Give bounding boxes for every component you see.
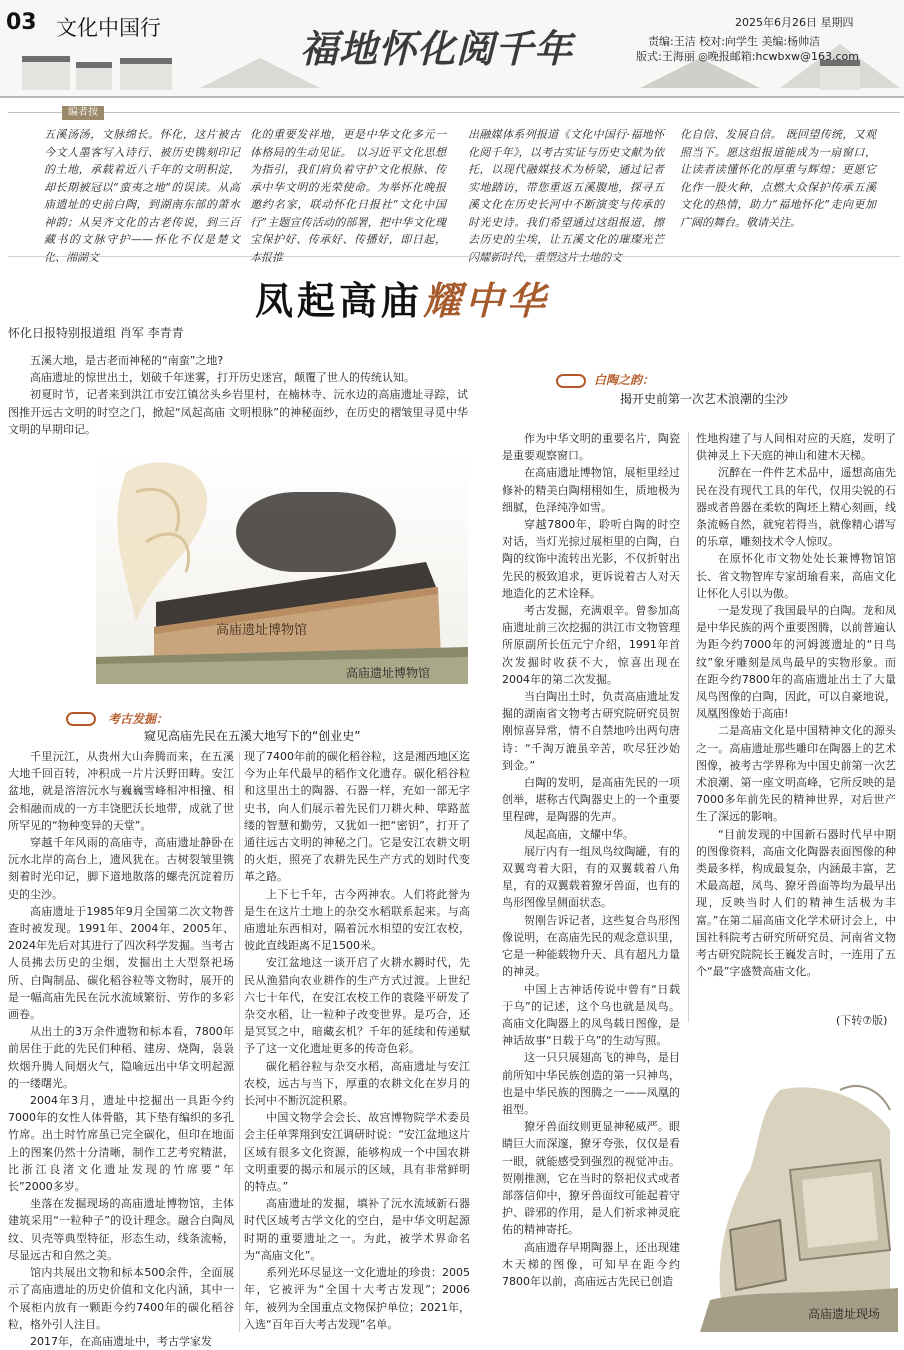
section1-tag: 考古发掘： xyxy=(108,712,169,726)
paragraph: 现了7400年前的碳化稻谷粒，这是湘西地区迄今为止年代最早的稻作文化遗存。碳化稻谷粒和这里出土的陶器、石器一样，充如一部无字史书，向人们展示着先民们刀耕火种、筚路蓝缕的智慧和勤劳，又犹如一把“密钥”，打开了通往远古文明的神秘之门。它是安江农耕文明的火炬，照亮了农耕先民生产方式的划时代变革之路。 xyxy=(244,750,470,884)
paragraph: 坐落在发掘现场的高庙遗址博物馆，主体建筑采用“一粒种子”的设计理念。融合白陶凤纹、贝壳等典型特征，形态生动，线条流畅，尽显远古和自然之美。 xyxy=(8,1197,234,1262)
paragraph: 高庙遗址于1985年9月全国第二次文物普查时被发现。1991年、2004年、2005年、2024年先后对其进行了四次科学发掘。当考古人员拂去历史的尘烟，发掘出土大型祭祀场所、白陶制品、碳化稻谷粒等文物时，展开的是一幅高庙先民在沅水流域繁衍、劳作的多彩画卷。 xyxy=(8,904,234,1022)
article-column xyxy=(8,748,234,1350)
museum-illustration xyxy=(96,452,468,684)
paragraph: “目前发现的中国新石器时代早中期的图像资料，高庙文化陶器表面图像的种类最多样，构成最复杂，内涵最丰富，艺术最高超，凤鸟、獠牙兽面等均为最早出现，反映当时人们的精神生活极为丰富。”在第二届高庙文化学术研讨会上，中国社科院考古研究所研究员、河南省文物考古研究院院长王巍发言时，一连用了五个“最”字盛赞高庙文化。 xyxy=(696,827,896,979)
paragraph: 在原怀化市文物处处长兼博物馆馆长、省文物智库专家胡瑜看来，高庙文化让怀化人引以为傲。 xyxy=(696,552,896,600)
note-divider xyxy=(8,112,900,113)
paragraph: 作为中华文明的重要名片，陶瓷是重要观察窗口。 xyxy=(502,432,680,463)
paragraph: 沉醉在一件件艺术品中，遥想高庙先民在没有现代工具的年代，仅用尖锐的石器或者兽器在柔软的陶坯上精心刻画，线条流畅自然，就宛若得当，就像精心谱写的乐章，雕刻技术令人惊叹。 xyxy=(696,466,896,549)
paragraph: 中国文物学会会长、故宫博物院学术委员会主任单霁翔到安江调研时说：“安江盆地这片区域有很多文化资源，能够构成一个中国农耕文明重要的揭示和展示的区域，具有非常鲜明的特点。” xyxy=(244,1111,470,1194)
photo-caption: 高庙遗址现场 xyxy=(808,1307,881,1321)
headline-accent: 耀中华 xyxy=(423,278,550,323)
paragraph: 2017年，在高庙遗址中，考古学家发 xyxy=(30,1334,212,1348)
cloud-ornament-icon xyxy=(66,712,96,726)
paragraph: 二是高庙文化是中国精神文化的源头之一。高庙遗址那些雕印在陶器上的艺术图像，被考古学界称为中国史前第一次艺术浪潮、第一座文明高峰，它所反映的是7000多年前先民的精神世界，对后世产生了深远的影响。 xyxy=(696,724,896,824)
note-divider xyxy=(8,256,900,257)
paragraph: 2004年3月，遗址中挖掘出一具距今约7000年的女性人体骨骼，其下垫有编织的多孔竹席。出土时竹席虽已完全碳化，但印在地面上的图案仍然十分清晰，制作工艺考究精湛，比浙江良渚文化遗址发现的竹席要“年长”2000多岁。 xyxy=(8,1094,234,1194)
editor-note-tag: 编者按 xyxy=(62,106,104,120)
paragraph: 上下七千年，古今两神农。人们将此誉为是生在这片土地上的杂交水稻联系起来。与高庙遗址东西相对，隔着沅水相望的安江农校，彼此直线距离不足1500米。 xyxy=(244,887,470,953)
paragraph: 贺刚告诉记者，这些复合鸟形图像说明，在高庙先民的观念意识里，它是一种能载物升天、具有超凡力量的神灵。 xyxy=(502,913,680,979)
column-title: 福地怀化阅千年 xyxy=(300,26,574,71)
editor-credits: 责编:王洁 校对:向学生 美编:杨帅洁 xyxy=(648,35,821,48)
paragraph: 穿越千年风雨的高庙寺，高庙遗址静卧在沅水北岸的高台上，遗风犹在。古树裂皱里镌刻着时光印记，脚下道地散落的螺壳沉淀着历史的尘沙。 xyxy=(8,836,234,901)
section2-tag: 白陶之韵： xyxy=(594,373,655,387)
excavation-photo xyxy=(690,1050,898,1332)
paragraph: 安江盆地这一谈开启了火耕水耨时代，先民从渔猎向农业耕作的生产方式过渡。上世纪六七十年代，在安江农校工作的袁隆平研发了杂交水稻，让一粒种子改变世界。是巧合，还是冥冥之中，暗藏玄机？千年的延续和传递赋予了这一文化遗址更多的传奇色彩。 xyxy=(244,956,470,1056)
paragraph: 千里沅江，从贵州大山奔腾而来，在五溪大地千回百转，冲积成一片片沃野田畴。安江盆地，就是溶溶沅水与巍巍雪峰相冲相撞、相会相融而成的一方丰饶肥沃长地带，成就了世所罕见的“物种变异的天堂”。 xyxy=(8,750,234,832)
section2-subtitle: 揭开史前第一次艺术浪潮的尘沙 xyxy=(620,392,789,406)
headline-main: 凤起高庙 xyxy=(255,279,424,323)
paragraph: 馆内共展出文物和标本500余件，全面展示了高庙遗址的历史价值和文化内涵，其中一个展柜内放有一颗距今约7400年的碳化稻谷粒，格外引人注目。 xyxy=(8,1266,234,1331)
paragraph: 高庙遗址的发掘，填补了沅水流域新石器时代区域考古学文化的空白，是中华文明起源时期的重要遗址之一。为此，被学术界命名为“高庙文化”。 xyxy=(244,1197,470,1262)
article-column xyxy=(502,430,680,1290)
house-illustration xyxy=(22,56,70,90)
paragraph: 碳化稻谷粒与杂交水稻，高庙遗址与安江农校，远古与当下，厚重的农耕文化在岁月的长河中不断沉淀积累。 xyxy=(244,1059,470,1108)
cloud-ornament-icon xyxy=(556,374,586,388)
layout-credits: 版式:王海丽 ◎晚报邮箱:hcwbxw@163.com xyxy=(636,50,859,63)
headline xyxy=(255,270,549,325)
editor-note-column: 出融媒体系列报道《文化中国行·福地怀化阅千年》，以考古实证与历史文献为依托，以现代融媒技术为桥梁，通过记者实地踏访，带您重返五溪腹地，探寻五溪文化在历史长河中不断演变与传承的时光史诗。我们希望通过这组报道，擦去历史的尘埃，让五溪文化的璀璨光芒闪耀新时代，重塑这片土地的文 xyxy=(468,128,664,264)
paragraph: 中国上古神话传说中曾有“日载于乌”的记述，这个乌也就是凤鸟。高庙文化陶器上的凤鸟载日图像，是神话故事“日载于乌”的生动写照。 xyxy=(502,982,680,1048)
lead-paragraph: 五溪大地，是古老而神秘的“南蛮”之地? xyxy=(30,354,224,367)
paragraph: 这一只只展翅高飞的神鸟，是目前所知中华民族创造的第一只神鸟，也是中华民族的图腾之一——凤凰的祖型。 xyxy=(502,1051,680,1116)
house-illustration xyxy=(76,62,112,90)
article-lead xyxy=(8,352,468,438)
paragraph: 从出土的3万余件遗物和标本看，7800年前居住于此的先民们种稻、建房、烧陶，袅袅炊烟升腾人间烟火气，隐喻远出中华文明起源的一缕曙光。 xyxy=(8,1025,234,1090)
lead-paragraph: 高庙遗址的惊世出土，划破千年迷雾，打开历史迷宫，颠覆了世人的传统认知。 xyxy=(30,371,415,385)
paragraph: 獠牙兽面纹则更显神秘威严。眼睛巨大而深邃，獠牙夸张，仅仅是看一眼，就能感受到强烈的视觉冲击。贺刚推测，它在当时的祭祀仪式或者部落信仰中，獠牙兽面纹可能起着守护、辟邪的作用，是人们祈求神灵庇佑的精神寄托。 xyxy=(502,1120,680,1237)
editor-note-column: 化的重要发祥地，更是中华文化多元一体格局的生动见证。 以习近平文化思想为指引，我们肩负着守护文化根脉、传承中华文明的光荣使命。为举怀化晚报邀约名家，联动怀化日报社“文化中国行”主题宣传活动的部署，把中华文化瑰宝保护好、传承好、传播好，即日起，本报推 xyxy=(250,128,446,264)
paragraph: 考古发掘，充满艰辛。曾参加高庙遗址前三次挖掘的洪江市文物管理所原副所长伍元宁介绍，1991年首次发掘时收获不大，惊喜出现在2004年的第二次发掘。 xyxy=(502,604,680,686)
byline: 怀化日报特别报道组 肖军 李青青 xyxy=(8,326,184,340)
museum-photo xyxy=(96,452,468,684)
paragraph: 凤起高庙，文耀中华。 xyxy=(524,827,634,841)
paragraph: 在高庙遗址博物馆，展柜里经过修补的精美白陶栩栩如生，质地极为细腻，色泽纯净如雪。 xyxy=(502,466,680,514)
paragraph: 当白陶出土时，负责高庙遗址发掘的湖南省文物考古研究院研究员贺刚惊喜异常，情不自禁地吟出两句唐诗：“千淘万漉虽辛苦，吹尽狂沙始到金。” xyxy=(502,690,680,772)
paragraph: 一是发现了我国最早的白陶。龙和凤是中华民族的两个重要图腾，以前普遍认为距今约7000年的河姆渡遗址的“日鸟纹”象牙雕刻是凤鸟最早的实物形象。而在距今约7800年的高庙遗址出土了大量凤鸟图像的白陶，因此，可以自豪地说，凤凰图像始于高庙! xyxy=(696,604,896,721)
paragraph: 性地构建了与人间相对应的天庭，发明了供神灵上下天庭的神山和建木天梯。 xyxy=(696,432,896,463)
museum-sign: 高庙遗址博物馆 xyxy=(216,623,308,638)
page-number: 03 xyxy=(6,10,37,35)
paragraph: 高庙遗存早期陶器上，还出现建木天梯的图像，可知早在距今约7800年以前，高庙远古先民已创造 xyxy=(502,1240,680,1288)
editor-note-column: 化自信、发展自信。 既回望传统，又观照当下。愿这组报道能成为一扇窗口，让读者读懂怀化的厚重与辉煌；更愿它化作一股火种，点燃大众保护传承五溪文化的热情，助力“福地怀化”走向更加广阔的舞台。敬请关注。 xyxy=(680,128,876,229)
paragraph: 系列光环尽显这一文化遗址的珍贵：2005年，它被评为“全国十大考古发现”；2006年，被列为全国重点文物保护单位；2021年，入选“百年百大考古发现”名单。 xyxy=(244,1266,470,1331)
column-rule xyxy=(239,752,240,1332)
article-column xyxy=(244,748,470,1333)
paragraph: 展厅内有一组凤鸟纹陶罐，有的双翼弯着大阳，有的双翼载着八角星，有的双翼载着獠牙兽面，也有的鸟形图像呈侧面状态。 xyxy=(502,844,680,910)
issue-date: 2025年6月26日 星期四 xyxy=(735,16,854,29)
site-illustration xyxy=(690,1050,898,1332)
editor-note-column: 五溪汤汤，文脉绵长。怀化，这片被古今文人墨客写入诗行、被历史镌刻印记的土地，承载着近八千年的文明积淀，却长期被冠以“蛮夷之地”的误读。从高庙遗址的史前白陶，到湖南东部的萧水神韵；从吴齐文化的古老传说，到三百藏书的文脉守护——怀化不仅是楚文化、湘湖文 xyxy=(44,128,240,264)
house-illustration xyxy=(820,60,860,90)
section1-subtitle: 窥见高庙先民在五溪大地写下的“创业史” xyxy=(144,729,361,743)
continued-note: (下转⑦版) xyxy=(836,1014,888,1027)
column-rule xyxy=(688,432,689,1022)
paragraph: 白陶的发明，是高庙先民的一项创举，堪称古代陶器史上的一个重要里程碑，是陶器的先声。 xyxy=(502,776,680,824)
article-column xyxy=(696,430,896,981)
house-illustration xyxy=(120,58,172,90)
photo-caption: 高庙遗址博物馆 xyxy=(346,666,431,680)
paragraph: 穿越7800年，聆听白陶的时空对话，当灯光掠过展柜里的白陶，白陶的纹饰中流转出光影，不仅折射出先民的极致追求，更诉说着古人对天地造化的艺术诠释。 xyxy=(502,518,680,600)
lead-paragraph: 初夏时节，记者来到洪江市安江镇岔头乡岩里村，在楠林寺、沅水边的高庙遗址寻踪，试图推开远古文明的时空之门，掀起“凤起高庙 文明根脉”的神秘面纱，在历史的褶皱里寻觅中华文明的早期印记。 xyxy=(8,388,468,436)
section-title: 文化中国行 xyxy=(56,16,161,40)
